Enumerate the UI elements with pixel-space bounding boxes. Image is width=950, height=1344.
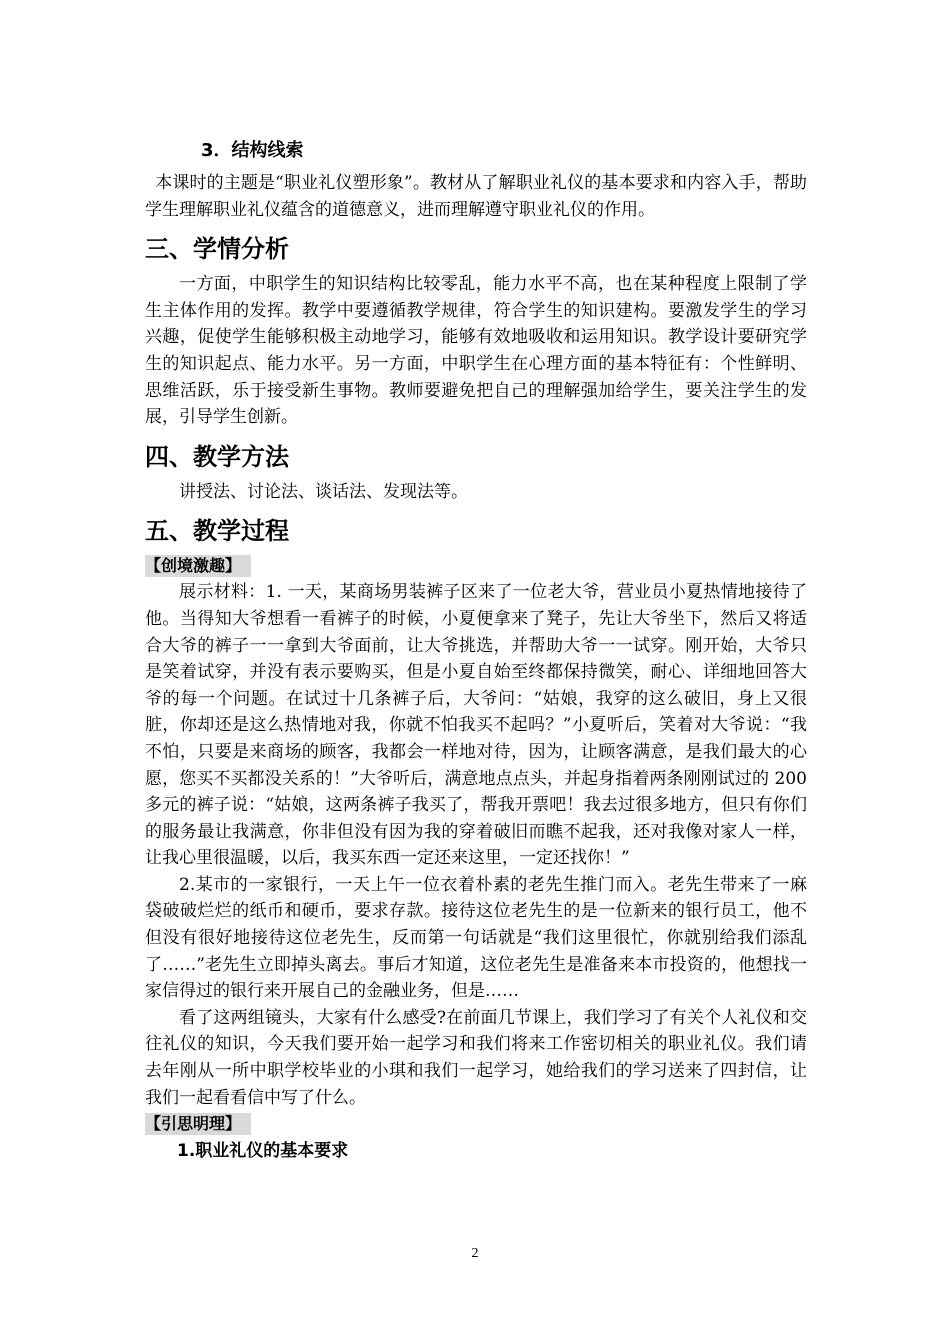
structure-paragraph: 本课时的主题是“职业礼仪塑形象”。教材从了解职业礼仪的基本要求和内容入手，帮助学生理解职业礼仪蕴含的道德意义，进而理解遵守职业礼仪的作用。 — [145, 173, 807, 220]
structure-heading: 3．结构线索 — [201, 140, 304, 161]
page-number: 2 — [471, 1246, 479, 1261]
tag-create-interest: 【创境激趣】 — [145, 555, 251, 577]
item-heading-basic-requirements: 1.职业礼仪的基本要求 — [177, 1141, 349, 1162]
teaching-methods-paragraph: 讲授法、讨论法、谈话法、发现法等。 — [179, 481, 468, 502]
tag-guide-thinking: 【引思明理】 — [145, 1113, 251, 1135]
section-title-teaching-methods: 四、教学方法 — [145, 442, 289, 471]
document-body — [145, 136, 807, 1165]
student-analysis-paragraph: 一方面，中职学生的知识结构比较零乱，能力水平不高，也在某种程度上限制了学生主体作用的发挥。教学中要遵循教学规律，符合学生的知识建构。要激发学生的学习兴趣，促使学生能够积极主动地学习，能够有效地吸收和运用知识。教学设计要研究学生的知识起点、能力水平。另一方面，中职学生在心理方面的基本特征有：个性鲜明、思维活跃，乐于接受新生事物。教师要避免把自己的理解强加给学生，要关注学生的发展，引导学生创新。 — [145, 274, 807, 428]
section-title-teaching-process: 五、教学过程 — [145, 517, 289, 546]
material-one-paragraph: 展示材料：1. 一天，某商场男装裤子区来了一位老大爷，营业员小夏热情地接待了他。当得知大爷想看一看裤子的时候，小夏便拿来了凳子，先让大爷坐下，然后又将适合大爷的裤子一一拿到大爷面前，让大爷挑选，并帮助大爷一一试穿。刚开始，大爷只是笑着试穿，并没有表示要购买，但是小夏自始至终都保持微笑，耐心、详细地回答大爷的每一个问题。在试过十几条裤子后，大爷问：“姑娘，我穿的这么破旧，身上又很脏，你却还是这么热情地对我，你就不怕我买不起吗？”小夏听后，笑着对大爷说：“我不怕，只要是来商场的顾客，我都会一样地对待，因为，让顾客满意，是我们最大的心愿，您买不买都没关系的！”大爷听后，满意地点点头，并起身指着两条刚刚试过的 200 多元的裤子说：“姑娘，这两条裤子我买了，帮我开票吧！我去过很多地方，但只有你们的服务最让我满意，你非但没有因为我的穿着破旧而瞧不起我，还对我像对家人一样，让我心里很温暖，以后，我买东西一定还来这里，一定还找你！” — [145, 582, 807, 869]
reflection-paragraph: 看了这两组镜头，大家有什么感受?在前面几节课上，我们学习了有关个人礼仪和交往礼仪的知识，今天我们要开始一起学习和我们将来工作密切相关的职业礼仪。我们请去年刚从一所中职学校毕业的小琪和我们一起学习，她给我们的学习送来了四封信，让我们一起看看信中写了什么。 — [145, 1007, 807, 1108]
material-two-paragraph: 2.某市的一家银行，一天上午一位衣着朴素的老先生推门而入。老先生带来了一麻袋破破烂烂的纸币和硬币，要求存款。接待这位老先生的是一位新来的银行员工，他不但没有很好地接待这位老先生，反而第一句话就是“我们这里很忙，你就别给我们添乱了……”老先生立即掉头离去。事后才知道，这位老先生是准备来本市投资的，他想找一家信得过的银行来开展自己的金融业务，但是…… — [145, 874, 807, 1002]
section-title-student-analysis: 三、学情分析 — [145, 235, 289, 264]
